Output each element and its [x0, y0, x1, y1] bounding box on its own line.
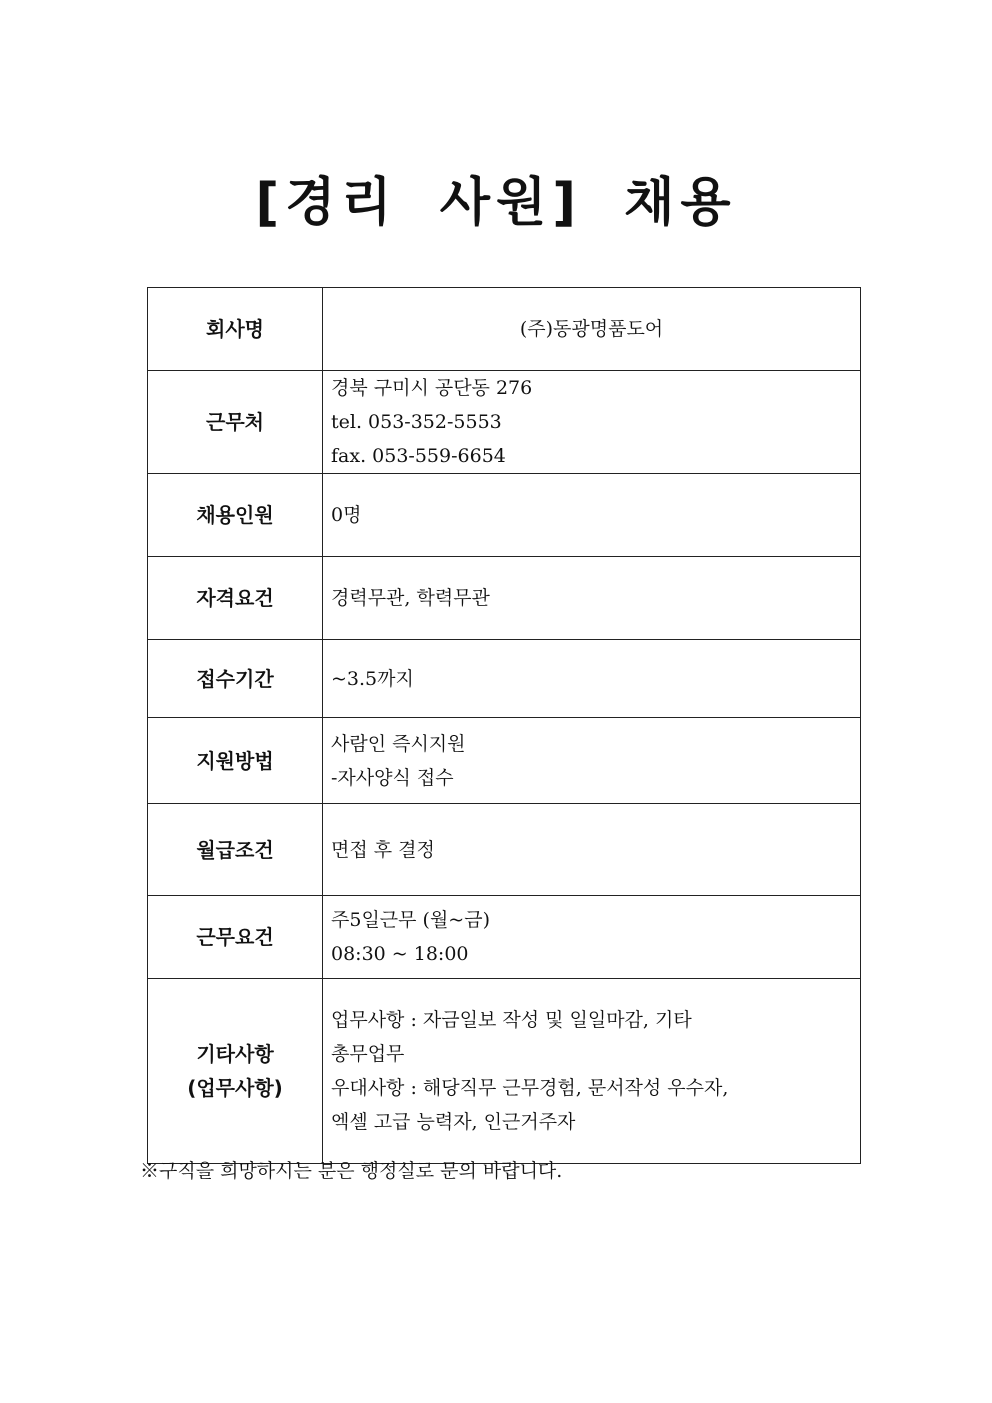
value-line: 경북 구미시 공단동 276 — [331, 377, 533, 399]
row-label: 접수기간 — [148, 640, 323, 718]
row-label-sub: (업무사항) — [187, 1076, 283, 1100]
row-label: 근무처 — [148, 371, 323, 474]
value-line: fax. 053-559-6654 — [331, 445, 506, 467]
table-row — [148, 557, 861, 640]
value-line: 우대사항 : 해당직무 근무경험, 문서작성 우수자, — [331, 1077, 729, 1099]
row-label: 자격요건 — [148, 557, 323, 640]
table-row — [148, 718, 861, 804]
page-title: [경리 사원] 채용 — [255, 173, 737, 233]
table-row — [148, 371, 861, 474]
row-label: 근무요건 — [148, 896, 323, 979]
row-label — [148, 979, 323, 1164]
value-line: (주)동광명품도어 — [519, 318, 664, 340]
table-row — [148, 804, 861, 896]
row-label: 회사명 — [148, 288, 323, 371]
value-line: 08:30 ~ 18:00 — [331, 943, 469, 965]
value-line: 경력무관, 학력무관 — [331, 587, 490, 609]
table-row — [148, 640, 861, 718]
row-label-main: 기타사항 — [196, 1042, 274, 1066]
apply-method-value — [323, 718, 861, 804]
headcount-value — [323, 474, 861, 557]
table-row — [148, 896, 861, 979]
value-line: 총무업무 — [331, 1043, 405, 1065]
row-label: 채용인원 — [148, 474, 323, 557]
table-row — [148, 288, 861, 371]
job-info-table — [147, 287, 861, 1164]
table-row — [148, 979, 861, 1164]
value-line: 0명 — [331, 504, 362, 526]
row-label: 월급조건 — [148, 804, 323, 896]
footer-note: ※구직을 희망하시는 분은 행정실로 문의 바랍니다. — [140, 1160, 563, 1182]
row-label: 지원방법 — [148, 718, 323, 804]
workplace-value — [323, 371, 861, 474]
value-line: -자사양식 접수 — [331, 766, 454, 789]
value-line: tel. 053-352-5553 — [331, 411, 502, 433]
value-line: 주5일근무 (월~금) — [331, 909, 490, 931]
value-line: 업무사항 : 자금일보 작성 및 일일마감, 기타 — [331, 1009, 692, 1031]
qualification-value — [323, 557, 861, 640]
working-conditions-value — [323, 896, 861, 979]
value-line: 엑셀 고급 능력자, 인근거주자 — [331, 1111, 576, 1133]
value-line: ~3.5까지 — [331, 667, 414, 690]
application-period-value — [323, 640, 861, 718]
table-row — [148, 474, 861, 557]
salary-value — [323, 804, 861, 896]
other-notes-value — [323, 979, 861, 1164]
company-name-value — [323, 288, 861, 371]
value-line: 면접 후 결정 — [331, 838, 435, 861]
value-line: 사람인 즉시지원 — [331, 732, 466, 755]
